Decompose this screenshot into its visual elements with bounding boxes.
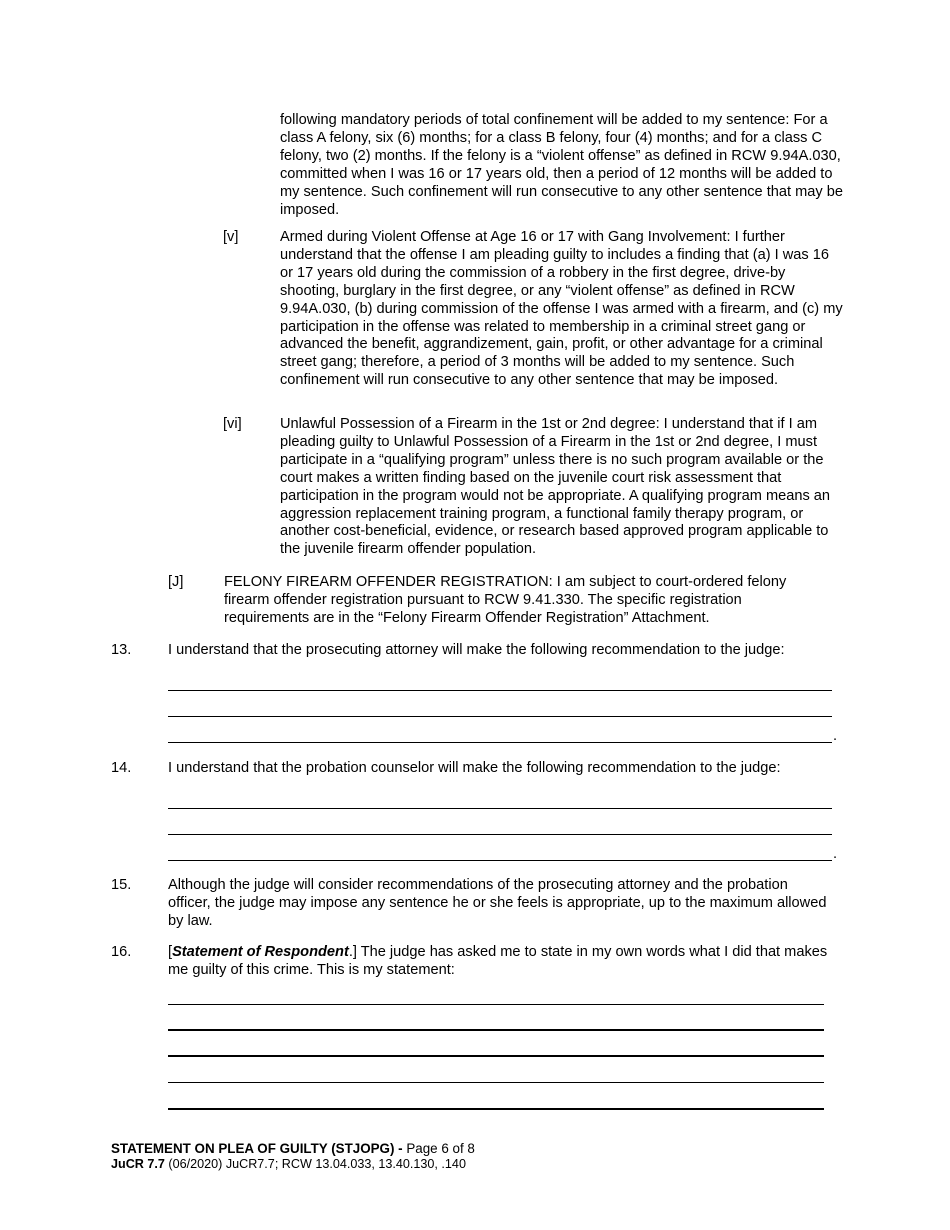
- item-15-text: Although the judge will consider recommendations of the prosecuting attorney and the probation officer, the judge may impose any sentence he or she feels is appropriate, up to the maximum allowed by law.: [168, 877, 827, 929]
- item-j-text: FELONY FIREARM OFFENDER REGISTRATION: I am subject to court-ordered felony firearm offender registration pursuant to RCW 9.41.330. The specific registration requirements are in the “Felony Firearm Offender Registration” Attachment.: [224, 574, 787, 626]
- recommendation-line-3[interactable]: [168, 741, 832, 743]
- item-13-text: I understand that the prosecuting attorney will make the following recommendation to the judge:: [168, 642, 785, 658]
- statement-line-5[interactable]: [168, 1108, 824, 1110]
- footer-line-1: [111, 1141, 475, 1157]
- item-v-text: Armed during Violent Offense at Age 16 or 17 with Gang Involvement: I further understand that the offense I am pleading guilty to includes a finding that (a) I was 16 or 17 years old during the commission of a robbery in the first degree, drive-by shooting, burglary in the first degree, or any “violent offense” as defined in RCW 9.94A.030, (b) during commission of the offense I was armed with a firearm, and (c) my participation in the offense was related to membership in a criminal street gang or advanced the benefit, aggrandizement, gain, profit, or other advantage for a criminal street gang; therefore, a period of 3 months will be added to my sentence. Such confinement will run consecutive to any other sentence that may be imposed.: [280, 229, 843, 389]
- footer-line-2: [111, 1157, 475, 1173]
- item-16-paragraph: [168, 944, 833, 980]
- footer-form-code: JuCR 7.7: [111, 1156, 165, 1171]
- item-14-end-mark: .: [833, 846, 838, 862]
- continued-paragraph: following mandatory periods of total confinement will be added to my sentence: For a class A felony, six (6) months; for a class B felony, four (4) months; and for a class C felony, two (2) months. If the felony is a “violent offense” as defined in RCW 9.94A.030, committed when I was 16 or 17 years old, then a period of 12 months will be added to my sentence. Such confinement will run consecutive to any other sentence that may be imposed.: [280, 112, 843, 218]
- statement-line-4[interactable]: [168, 1082, 824, 1083]
- item-16-open-bracket: [: [168, 944, 173, 960]
- footer-form-ref: (06/2020) JuCR7.7; RCW 13.04.033, 13.40.130, .140: [164, 1156, 466, 1171]
- counselor-line-3[interactable]: [168, 859, 832, 861]
- item-16-label-close: .]: [348, 944, 357, 960]
- recommendation-line-1[interactable]: [168, 689, 832, 691]
- item-13-end-mark: .: [833, 728, 838, 744]
- item-j-marker: [J]: [168, 574, 184, 590]
- item-14-number: 14.: [111, 760, 132, 776]
- item-16-text: The judge has asked me to state in my own words what I did that makes me guilty of this crime. This is my statement:: [168, 944, 828, 978]
- footer-page: Page 6 of 8: [402, 1141, 475, 1156]
- item-vi-marker: [vi]: [223, 416, 242, 432]
- statement-line-1[interactable]: [168, 1004, 824, 1005]
- statement-line-3[interactable]: [168, 1055, 824, 1057]
- footer-title: STATEMENT ON PLEA OF GUILTY (STJOPG) -: [111, 1141, 403, 1156]
- recommendation-line-2[interactable]: [168, 715, 832, 717]
- item-v-marker: [v]: [223, 229, 239, 245]
- item-vi-text: Unlawful Possession of a Firearm in the 1st or 2nd degree: I understand that if I am pleading guilty to Unlawful Possession of a Firearm in the 1st or 2nd degree, I must participate in a “qualifying program” unless there is no such program available or the court makes a written finding based on the juvenile court risk assessment that participation in the program would not be appropriate. A qualifying program means an aggression replacement training program, a functional family therapy program, or another cost-beneficial, evidence, or research based approved program applicable to the juvenile firearm offender population.: [280, 416, 831, 558]
- counselor-line-1[interactable]: [168, 807, 832, 809]
- statement-line-2[interactable]: [168, 1029, 824, 1031]
- item-15-number: 15.: [111, 877, 132, 893]
- page-footer: [111, 1141, 475, 1172]
- item-16-number: 16.: [111, 944, 132, 960]
- statement-label: Statement of Respondent: [172, 944, 349, 960]
- item-14-text: I understand that the probation counselor will make the following recommendation to the judge:: [168, 760, 781, 776]
- counselor-line-2[interactable]: [168, 833, 832, 835]
- item-13-number: 13.: [111, 642, 132, 658]
